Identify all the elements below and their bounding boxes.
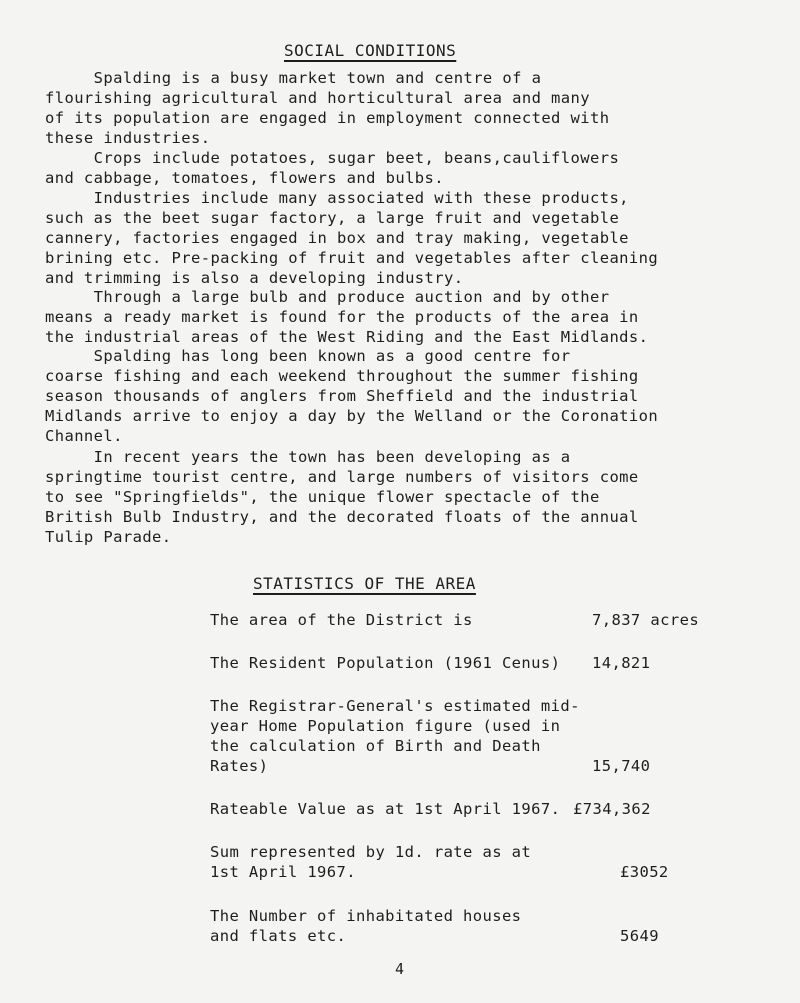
paragraph-market-town bbox=[45, 68, 609, 148]
text-line: Tulip Parade. bbox=[45, 528, 172, 546]
text-line: The Resident Population (1961 Cenus) bbox=[210, 654, 561, 672]
text-line: year Home Population figure (used in bbox=[210, 717, 561, 735]
stat-label-area bbox=[210, 610, 473, 630]
paragraph-industries bbox=[45, 188, 658, 288]
text-line: springtime tourist centre, and large numbers of visitors come bbox=[45, 468, 639, 486]
paragraph-auction bbox=[45, 287, 648, 347]
text-line: Spalding is a busy market town and centre of a bbox=[45, 69, 542, 87]
text-line: Through a large bulb and produce auction and by other bbox=[45, 288, 610, 306]
text-line: In recent years the town has been developing as a bbox=[45, 448, 571, 466]
text-line: The Registrar-General's estimated mid- bbox=[210, 697, 580, 715]
stat-label-rateable-value bbox=[210, 799, 560, 819]
stat-value-area: 7,837 acres bbox=[592, 611, 700, 629]
stat-label-penny-rate bbox=[210, 842, 531, 882]
paragraph-tourism bbox=[45, 447, 639, 547]
page-number: 4 bbox=[395, 960, 405, 978]
text-line: The Number of inhabitated houses bbox=[210, 907, 522, 925]
stat-label-houses bbox=[210, 906, 521, 946]
text-line: coarse fishing and each weekend throughout the summer fishing bbox=[45, 367, 639, 385]
text-line: and trimming is also a developing industry. bbox=[45, 269, 464, 287]
text-line: and cabbage, tomatoes, flowers and bulbs. bbox=[45, 169, 445, 187]
text-line: these industries. bbox=[45, 129, 211, 147]
text-line: the calculation of Birth and Death bbox=[210, 737, 541, 755]
text-line: cannery, factories engaged in box and tray making, vegetable bbox=[45, 229, 629, 247]
stat-value-rateable-value: £734,362 bbox=[573, 800, 651, 818]
text-line: and flats etc. bbox=[210, 927, 347, 945]
text-line: 1st April 1967. bbox=[210, 863, 356, 881]
text-line: Rateable Value as at 1st April 1967. bbox=[210, 800, 561, 818]
text-line: means a ready market is found for the products of the area in bbox=[45, 308, 639, 326]
text-line: season thousands of anglers from Sheffield and the industrial bbox=[45, 387, 639, 405]
text-line: of its population are engaged in employment connected with bbox=[45, 109, 610, 127]
text-line: Sum represented by 1d. rate as at bbox=[210, 843, 532, 861]
text-line: the industrial areas of the West Riding and the East Midlands. bbox=[45, 328, 649, 346]
text-line: brining etc. Pre-packing of fruit and vegetables after cleaning bbox=[45, 249, 659, 267]
stat-value-houses: 5649 bbox=[620, 927, 659, 945]
text-line: British Bulb Industry, and the decorated floats of the annual bbox=[45, 508, 639, 526]
stat-value-home-population: 15,740 bbox=[592, 757, 651, 775]
stat-value-resident-population: 14,821 bbox=[592, 654, 651, 672]
text-line: flourishing agricultural and horticultural area and many bbox=[45, 89, 590, 107]
text-line: Midlands arrive to enjoy a day by the Welland or the Coronation bbox=[45, 407, 659, 425]
text-line: Crops include potatoes, sugar beet, beans,cauliflowers bbox=[45, 149, 620, 167]
stat-label-home-population bbox=[210, 696, 580, 776]
text-line: Industries include many associated with these products, bbox=[45, 189, 629, 207]
statistics-heading: STATISTICS OF THE AREA bbox=[253, 574, 476, 593]
text-line: to see "Springfields", the unique flower spectacle of the bbox=[45, 488, 600, 506]
paragraph-crops bbox=[45, 148, 619, 188]
text-line: Rates) bbox=[210, 757, 269, 775]
stat-value-penny-rate: £3052 bbox=[620, 863, 669, 881]
stat-label-resident-population bbox=[210, 653, 560, 673]
text-line: such as the beet sugar factory, a large fruit and vegetable bbox=[45, 209, 620, 227]
text-line: Spalding has long been known as a good centre for bbox=[45, 347, 571, 365]
social-conditions-heading: SOCIAL CONDITIONS bbox=[284, 41, 457, 60]
paragraph-fishing bbox=[45, 346, 658, 446]
text-line: Channel. bbox=[45, 427, 123, 445]
text-line: The area of the District is bbox=[210, 611, 473, 629]
